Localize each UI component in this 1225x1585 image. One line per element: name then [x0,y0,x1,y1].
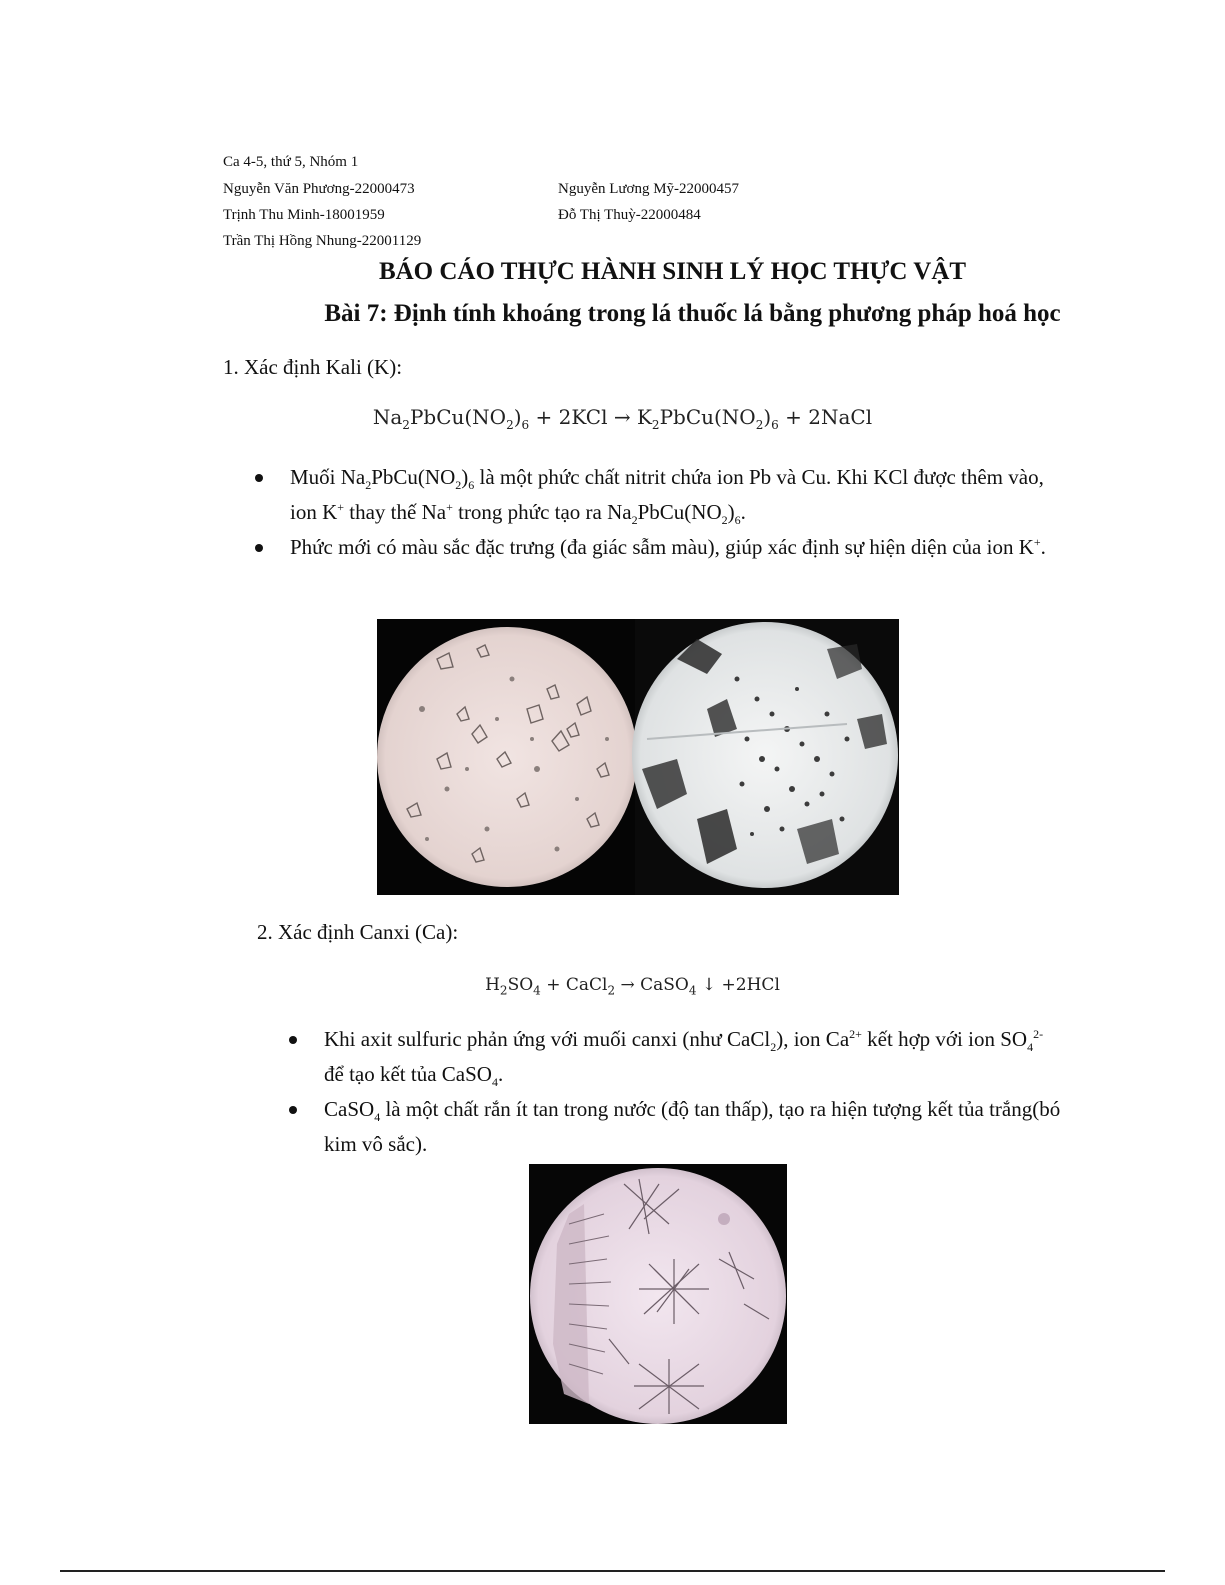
page-bottom-rule [60,1570,1165,1572]
bullet-icon [255,544,263,552]
microscope-photos [377,619,899,895]
session-info: Ca 4-5, thứ 5, Nhóm 1 [223,154,359,170]
section-heading-calcium: 2. Xác định Canxi (Ca): [257,920,459,944]
member-name: Trần Thị Hồng Nhung-22001129 [223,233,422,249]
calcium-bullets [324,1022,1064,1162]
page-title: BÁO CÁO THỰC HÀNH SINH LÝ HỌC THỰC VẬT [378,258,967,285]
list-item: Muối $Na_2PbCu(NO_2)_6$ là một phức chất nitrit chứa ion Pb và Cu. Khi KCl được thêm vào, ion K+ thay thế Na+ trong phức tạo ra $Na_2PbCu(NO_2)_6$. [290,460,1070,530]
member-name: Trịnh Thu Minh-18001959 [223,207,385,223]
potassium-bullets [290,460,1070,565]
list-item: Phức mới có màu sắc đặc trưng (đa giác sẫm màu), giúp xác định sự hiện diện của ion K+. [290,530,1070,565]
equation-calcium: $H_2SO_4$ + CaCl$_2$ → CaSO$_4$ ↓ +2HCl [485,975,780,998]
list-item: CaSO$_4$ là một chất rắn ít tan trong nước (độ tan thấp), tạo ra hiện tượng kết tủa trắng(bó kim vô sắc). [324,1092,1064,1162]
member-name: Nguyễn Lương Mỹ-22000457 [558,181,740,197]
bullet-icon [289,1106,297,1114]
member-name: Nguyễn Văn Phương-22000473 [223,181,415,197]
equation-potassium: $Na_2PbCu(NO_2)_6 + 2KCl$ → $K_2PbCu(NO_2)_6$ + 2NaCl [372,405,873,432]
bullet-icon [255,474,263,482]
bullet-icon [289,1036,297,1044]
section-heading-potassium: 1. Xác định Kali (K): [223,355,403,379]
microscope-image-potassium [377,619,899,895]
list-item: Khi axit sulfuric phản ứng với muối canxi (như CaCl$_2$), ion $Ca^{2+}$ kết hợp với ion $SO_4^{2-}$ để tạo kết tủa CaSO$_4$. [324,1022,1064,1092]
page-subtitle: Bài 7: Định tính khoáng trong lá thuốc lá bằng phương pháp hoá học [324,300,1061,327]
microscope-image-calcium [529,1164,787,1424]
member-name: Đỗ Thị Thuỳ-22000484 [558,207,701,223]
microscope-photo [529,1164,787,1424]
